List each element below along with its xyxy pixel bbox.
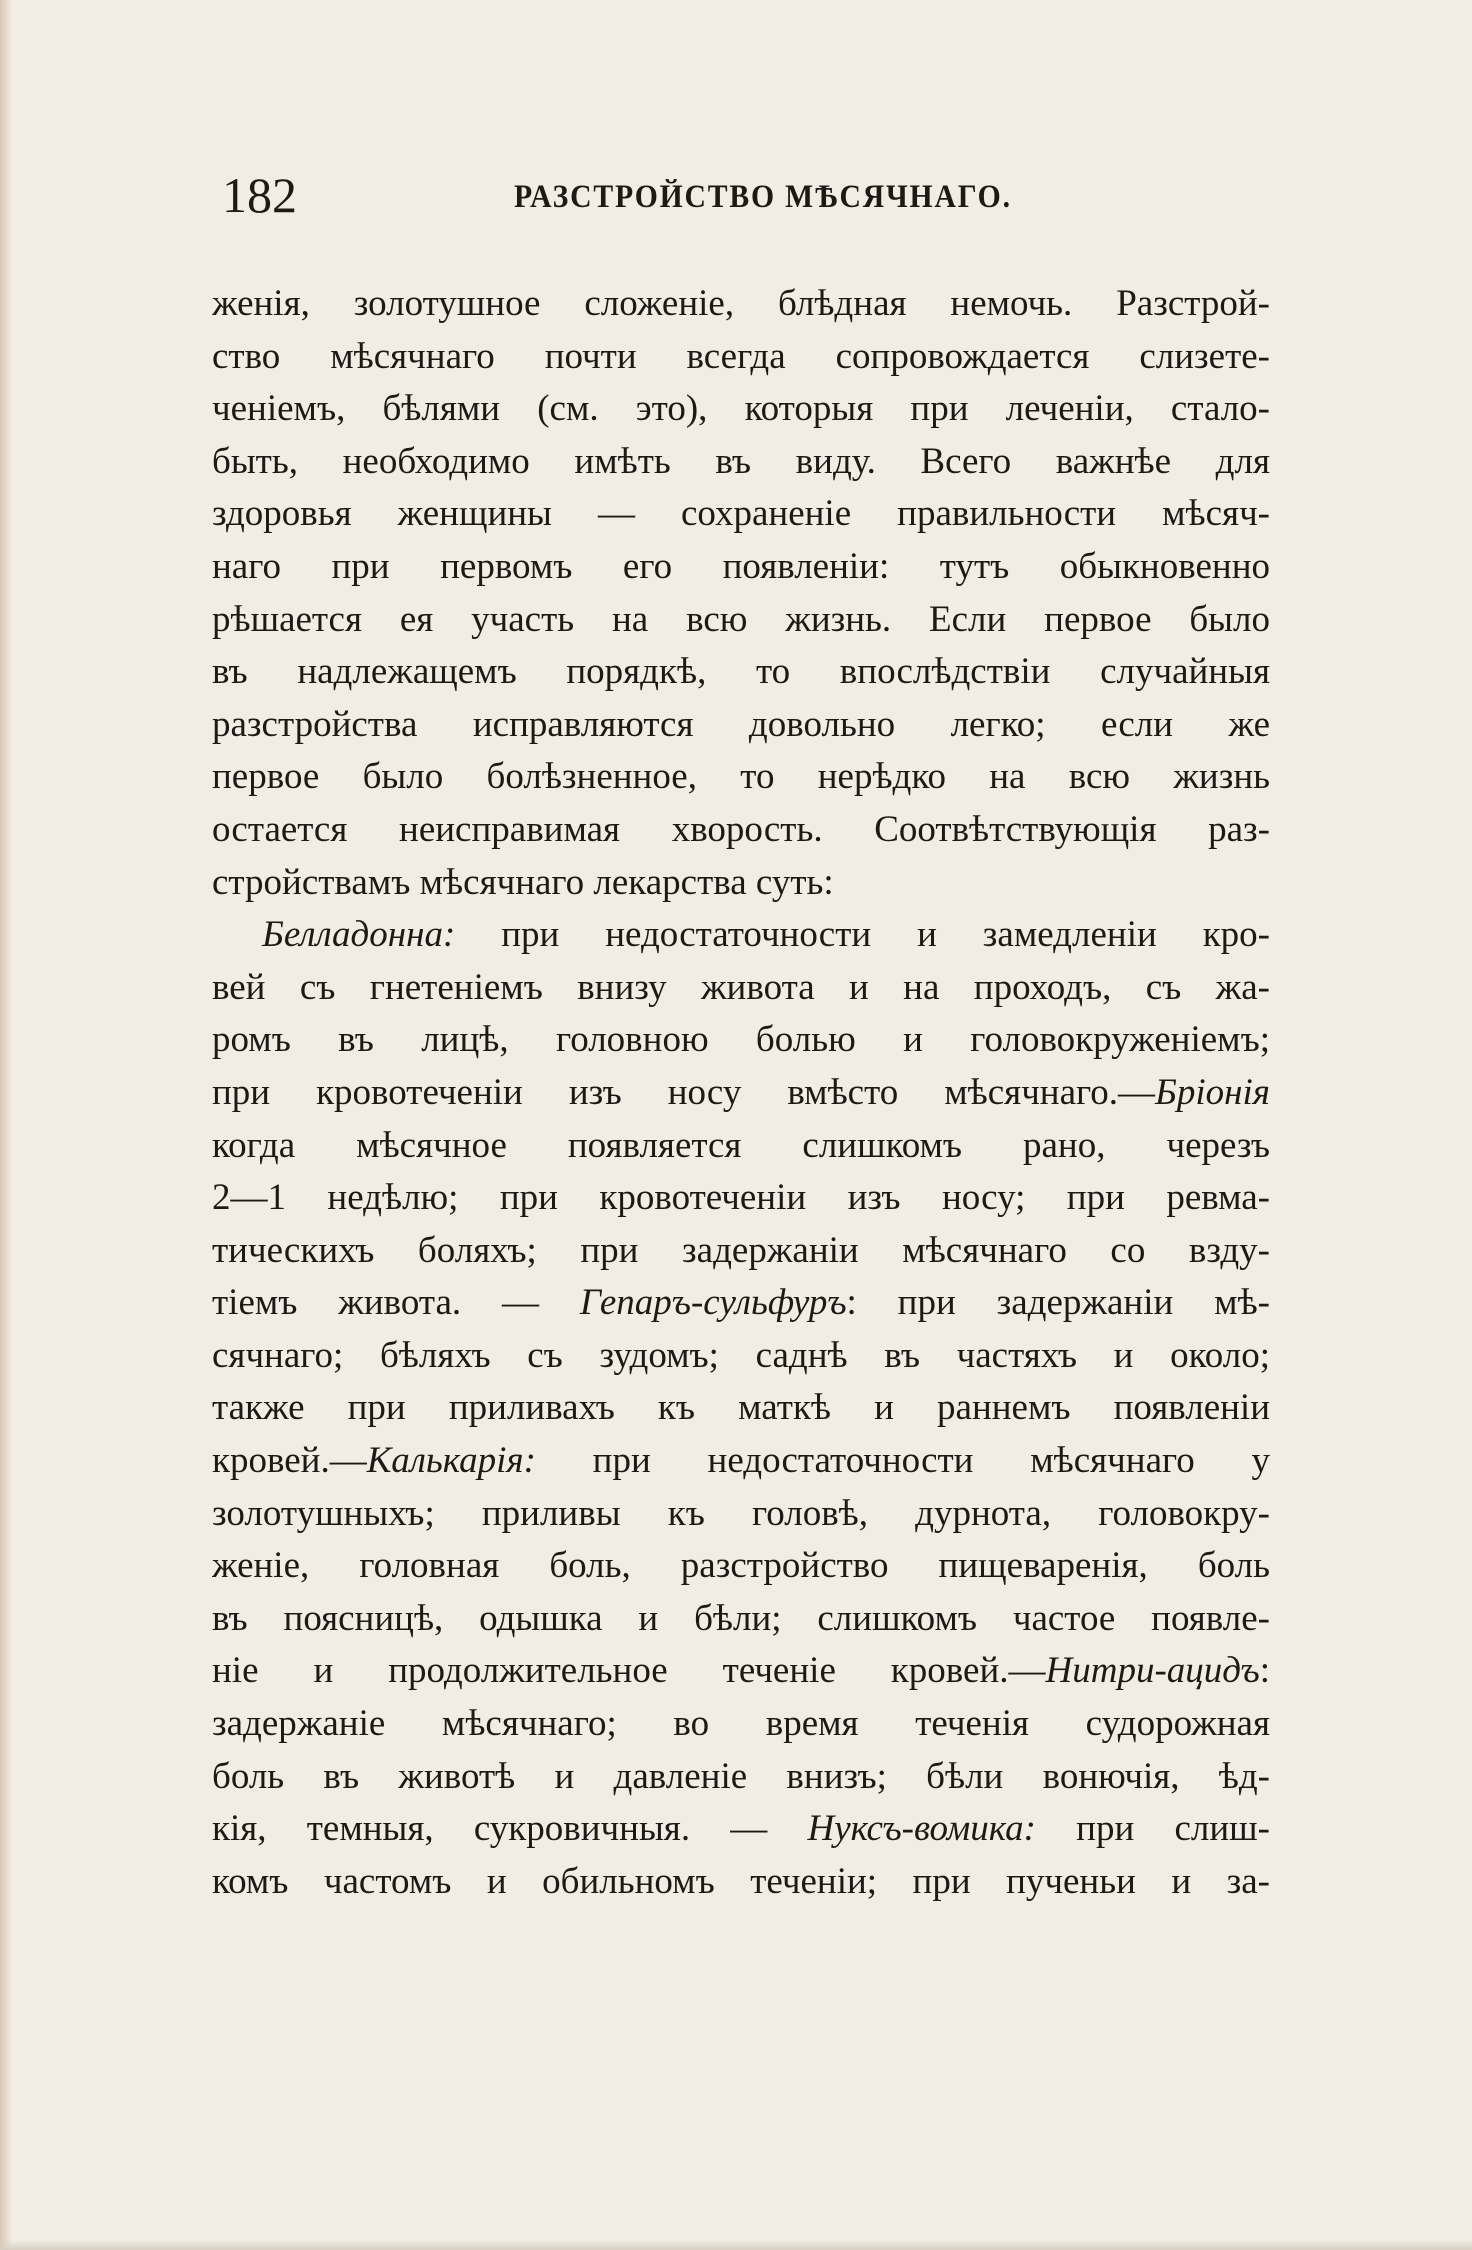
text-run: рѣшается ея участь на всю жизнь. Если первое было (212, 598, 1270, 640)
text-line (212, 804, 1270, 857)
text-run: при кровотеченіи изъ носу вмѣсто мѣсячнаго.— (212, 1071, 1156, 1113)
text-line (212, 1540, 1270, 1593)
text-line (212, 1277, 1270, 1330)
text-run: задержаніе мѣсячнаго; во время теченія судорожная (212, 1703, 1270, 1745)
text-run: когда мѣсячное появляется слишкомъ рано, черезъ (212, 1124, 1270, 1166)
text-line (212, 1593, 1270, 1646)
text-run: тическихъ боляхъ; при задержаніи мѣсячнаго со взду- (212, 1229, 1270, 1271)
text-run: при слиш- (1035, 1808, 1270, 1850)
text-run: : при задержаніи мѣ- (846, 1282, 1270, 1324)
remedy-name: Гепаръ-сульфуръ (579, 1282, 847, 1324)
text-run: 2—1 недѣлю; при кровотеченіи изъ носу; при ревма- (212, 1177, 1270, 1219)
running-title: РАЗСТРОЙСТВО МѢСЯЧНАГО. (514, 179, 1012, 215)
remedy-name: Нуксъ-вомика: (807, 1808, 1036, 1850)
text-line (212, 962, 1270, 1015)
text-run: : (1259, 1650, 1270, 1692)
remedy-name: Калькарія: (366, 1440, 536, 1482)
text-run: остается неисправимая хворость. Соотвѣтствующія раз- (212, 808, 1270, 850)
text-run: здоровья женщины — сохраненіе правильности мѣсяч- (212, 493, 1270, 535)
text-line (212, 1698, 1270, 1751)
text-line (212, 1751, 1270, 1804)
text-run: при недостаточности и замедленіи кро- (455, 914, 1270, 956)
text-line (212, 646, 1270, 699)
text-run: наго при первомъ его появленіи: тутъ обыкновенно (212, 545, 1270, 587)
text-run: въ поясницѣ, одышка и бѣли; слишкомъ частое появле- (212, 1597, 1270, 1639)
text-run: боль въ животѣ и давленіе внизъ; бѣли вонючія, ѣд- (212, 1755, 1270, 1797)
text-line (212, 857, 1270, 910)
page-number: 182 (222, 167, 297, 223)
text-line (212, 1803, 1270, 1856)
text-run: стройствамъ мѣсячнаго лекарства суть: (212, 861, 834, 903)
text-line (212, 1120, 1270, 1173)
text-line (212, 751, 1270, 804)
running-head (222, 165, 1272, 225)
text-line (212, 1172, 1270, 1225)
text-run: женія, золотушное сложеніе, блѣдная немочь. Разстрой- (212, 283, 1270, 324)
text-line (212, 541, 1270, 594)
text-run: тіемъ живота. — (212, 1282, 580, 1324)
text-run: сячнаго; бѣляхъ съ зудомъ; саднѣ въ частяхъ и около; (212, 1334, 1270, 1376)
remedy-name: Нитри-ацидъ (1045, 1650, 1260, 1692)
text-run: быть, необходимо имѣть въ виду. Всего важнѣе для (212, 440, 1270, 482)
text-line (212, 1067, 1270, 1120)
text-run: при недостаточности мѣсячнаго у (535, 1440, 1270, 1482)
text-run: золотушныхъ; приливы къ головѣ, дурнота, головокру- (212, 1492, 1270, 1534)
text-line (212, 1488, 1270, 1541)
text-line (212, 436, 1270, 489)
remedy-name: Белладонна: (262, 914, 456, 956)
text-line (212, 383, 1270, 436)
text-line (212, 1382, 1270, 1435)
text-run: разстройства исправляются довольно легко; если же (212, 703, 1270, 745)
text-run: также при приливахъ къ маткѣ и раннемъ появленіи (212, 1387, 1270, 1429)
text-line (212, 1330, 1270, 1383)
text-run: первое было болѣзненное, то нерѣдко на всю жизнь (212, 756, 1270, 798)
body-text (212, 278, 1270, 1908)
text-line (212, 1435, 1270, 1488)
text-run: комъ частомъ и обильномъ теченіи; при пученьи и за- (212, 1860, 1270, 1902)
text-line (212, 1014, 1270, 1067)
text-run: кія, темныя, сукровичныя. — (212, 1808, 808, 1850)
text-line (212, 278, 1270, 331)
text-line (212, 331, 1270, 384)
text-line (212, 1856, 1270, 1909)
text-run: кровей.— (212, 1440, 367, 1482)
text-run: ніе и продолжительное теченіе кровей.— (212, 1650, 1046, 1692)
remedy-name: Бріонія (1155, 1071, 1270, 1113)
text-run: ромъ въ лицѣ, головною болью и головокруженіемъ; (212, 1019, 1270, 1061)
text-line (212, 909, 1270, 962)
text-run: женіе, головная боль, разстройство пищеваренія, боль (212, 1545, 1270, 1587)
text-run: ченіемъ, бѣлями (см. это), которыя при леченіи, стало- (212, 388, 1270, 430)
text-run: ство мѣсячнаго почти всегда сопровождается слизете- (212, 335, 1270, 377)
text-line (212, 1645, 1270, 1698)
text-run: вей съ гнетеніемъ внизу живота и на проходъ, съ жа- (212, 966, 1270, 1008)
text-line (212, 594, 1270, 647)
text-run: въ надлежащемъ порядкѣ, то впослѣдствіи случайныя (212, 651, 1270, 693)
text-line (212, 699, 1270, 752)
text-line (212, 1225, 1270, 1278)
text-line (212, 488, 1270, 541)
